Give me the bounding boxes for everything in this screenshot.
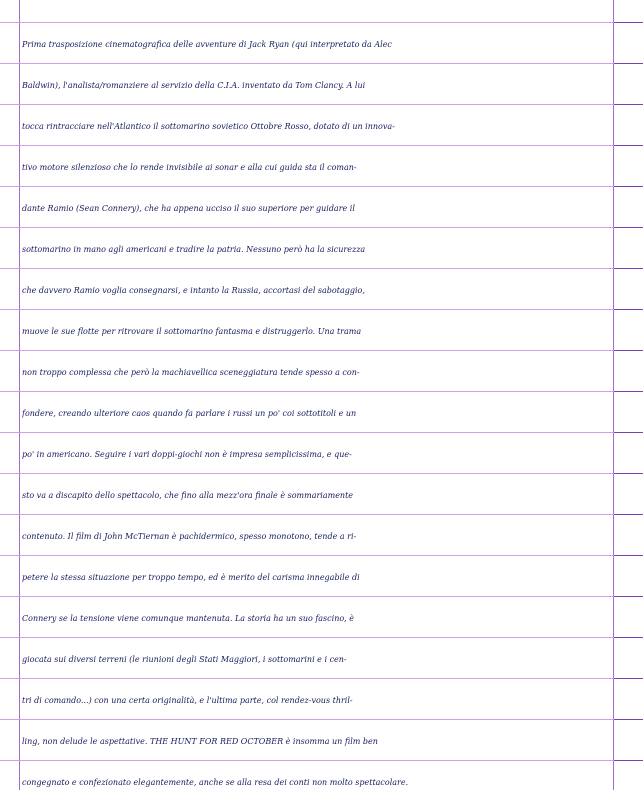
handwritten-line-13: contenuto. Il film di John McTiernan è pachidermico, spesso monotono, tende a ri- [22, 532, 357, 541]
margin-tick [614, 514, 643, 515]
handwritten-line-8: muove le sue flotte per ritrovare il sottomarino fantasma e distruggerlo. Una trama [22, 327, 362, 336]
ruled-line [0, 309, 643, 310]
handwritten-line-17: tri di comando...) con una certa originalità, e l'ultima parte, col rendez-vous thril- [22, 696, 353, 705]
ruled-line [0, 596, 643, 597]
margin-tick [614, 268, 643, 269]
margin-tick [614, 555, 643, 556]
handwritten-line-1: Prima trasposizione cinematografica delle avventure di Jack Ryan (qui interpretato da Alec [22, 40, 392, 49]
ruled-line [0, 719, 643, 720]
handwritten-line-9: non troppo complessa che però la machiavellica sceneggiatura tende spesso a con- [22, 368, 360, 377]
margin-tick [614, 391, 643, 392]
ruled-line [0, 145, 643, 146]
ruled-line [0, 22, 643, 23]
margin-tick [614, 432, 643, 433]
margin-tick [614, 350, 643, 351]
margin-tick [614, 63, 643, 64]
margin-tick [614, 719, 643, 720]
handwritten-line-6: sottomarino in mano agli americani e tradire la patria. Nessuno però ha la sicurezza [22, 245, 366, 254]
handwritten-line-16: giocata sui diversi terreni (le riunioni degli Stati Maggiori, i sottomarini e i cen- [22, 655, 347, 664]
handwritten-line-15: Connery se la tensione viene comunque mantenuta. La storia ha un suo fascino, è [22, 614, 354, 623]
ruled-line [0, 391, 643, 392]
margin-tick [614, 22, 643, 23]
margin-tick [614, 637, 643, 638]
handwritten-line-18: ling, non delude le aspettative. THE HUNT FOR RED OCTOBER è insomma un film ben [22, 737, 378, 746]
margin-tick [614, 186, 643, 187]
margin-tick [614, 760, 643, 761]
handwritten-line-14: petere la stessa situazione per troppo tempo, ed è merito del carisma innegabile di [22, 573, 360, 582]
handwritten-line-3: tocca rintracciare nell'Atlantico il sottomarino sovietico Ottobre Rosso, dotato di un innova- [22, 122, 395, 131]
ruled-line [0, 637, 643, 638]
margin-tick [614, 678, 643, 679]
handwritten-line-5: dante Ramio (Sean Connery), che ha appena ucciso il suo superiore per guidare il [22, 204, 355, 213]
margin-tick [614, 145, 643, 146]
ruled-line [0, 473, 643, 474]
ruled-line [0, 760, 643, 761]
handwritten-line-7: che davvero Ramio voglia consegnarsi, e intanto la Russia, accortasi del sabotaggio, [22, 286, 365, 295]
ruled-line [0, 268, 643, 269]
handwritten-line-2: Baldwin), l'analista/romanziere al servizio della C.I.A. inventato da Tom Clancy. A lui [22, 81, 366, 90]
ruled-line [0, 63, 643, 64]
ruled-line [0, 227, 643, 228]
handwritten-line-11: po' in americano. Seguire i vari doppi-giochi non è impresa semplicissima, e que- [22, 450, 352, 459]
margin-tick [614, 227, 643, 228]
ruled-line [0, 104, 643, 105]
handwritten-line-12: sto va a discapito dello spettacolo, che fino alla mezz'ora finale è sommariamente [22, 491, 354, 500]
handwritten-line-4: tivo motore silenzioso che lo rende invisibile ai sonar e alla cui guida sta il coman- [22, 163, 357, 172]
ruled-line [0, 678, 643, 679]
ruled-line [0, 432, 643, 433]
margin-tick [614, 473, 643, 474]
ruled-line [0, 555, 643, 556]
margin-tick [614, 104, 643, 105]
handwritten-line-19: congegnato e confezionato elegantemente, anche se alla resa dei conti non molto spettacolare. [22, 778, 409, 787]
handwritten-line-10: fondere, creando ulteriore caos quando fa parlare i russi un po' coi sottotitoli e un [22, 409, 357, 418]
margin-tick [614, 309, 643, 310]
ruled-line [0, 186, 643, 187]
ruled-line [0, 350, 643, 351]
left-margin-line [19, 0, 20, 790]
margin-tick [614, 596, 643, 597]
ruled-line [0, 514, 643, 515]
